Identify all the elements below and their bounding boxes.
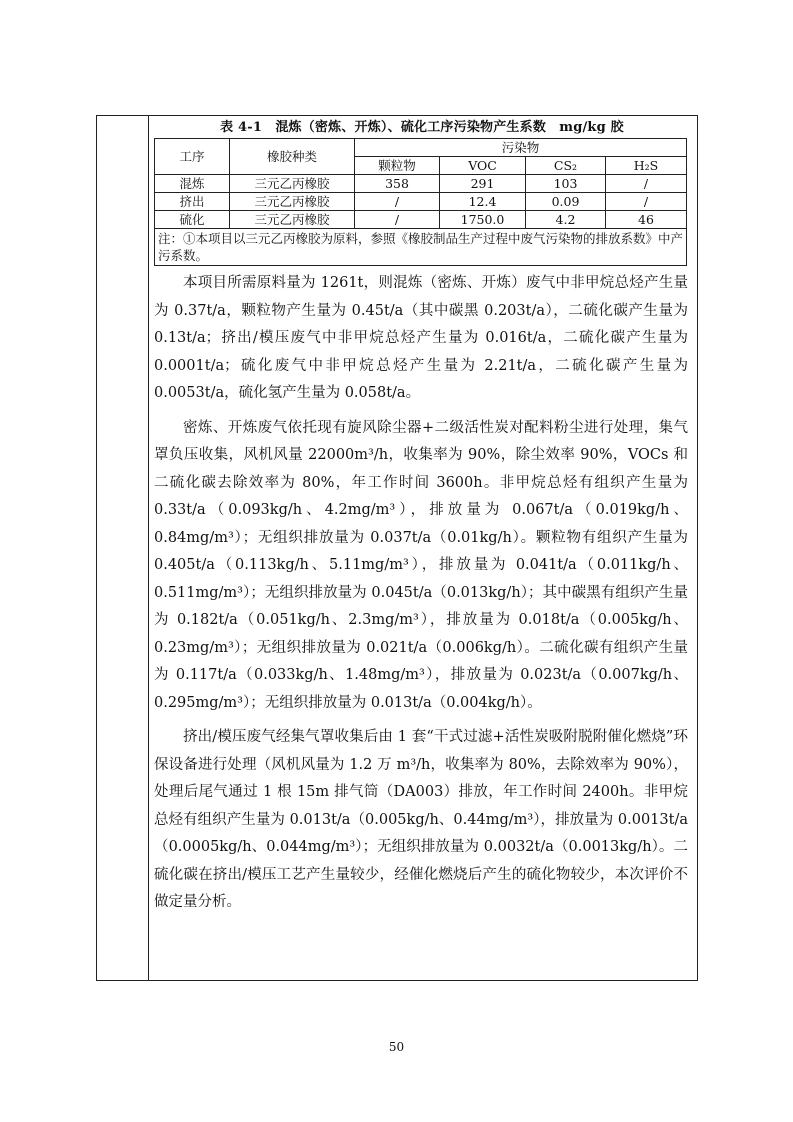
header-cs2: CS₂ (526, 157, 606, 175)
table-title: 表 4-1 混炼（密炼、开炼）、硫化工序污染物产生系数 mg/kg 胶 (220, 120, 624, 135)
header-pollutants: 污染物 (355, 139, 687, 157)
row-value: / (606, 193, 687, 211)
body-text (154, 270, 688, 917)
row-value: 291 (440, 175, 526, 193)
table-note: 注：①本项目以三元乙丙橡胶为原料，参照《橡胶制品生产过程中废气污染物的排放系数》中产污系数。 (155, 229, 687, 266)
row-value: 358 (355, 175, 440, 193)
row-value: / (606, 175, 687, 193)
table-row (155, 175, 687, 193)
header-particulate: 颗粒物 (355, 157, 440, 175)
row-rubber: 三元乙丙橡胶 (230, 175, 355, 193)
row-value: 4.2 (526, 211, 606, 229)
table-header-row (155, 139, 687, 157)
row-process: 挤出 (155, 193, 230, 211)
row-value: / (355, 193, 440, 211)
row-value: 12.4 (440, 193, 526, 211)
paragraph: 本项目所需原料量为 1261t，则混炼（密炼、开炼）废气中非甲烷总烃产生量为 0.37t/a，颗粒物产生量为 0.45t/a（其中碳黑 0.203t/a），二硫化碳产生量为 0.13t/a；挤出/模压废气中非甲烷总烃产生量为 0.016t/a，二硫化碳产生量为 0.0001t/a；硫化废气中非甲烷总烃产生量为 2.21t/a，二硫化碳产生量为 0.0053t/a，硫化氢产生量为 0.058t/a。 (154, 275, 688, 401)
content-area (154, 116, 690, 924)
header-process: 工序 (155, 139, 230, 175)
document-frame (96, 115, 698, 981)
row-process: 混炼 (155, 175, 230, 193)
paragraph: 密炼、开炼废气依托现有旋风除尘器+二级活性炭对配料粉尘进行处理，集气罩负压收集，风机风量 22000m³/h，收集率为 90%，除尘效率 90%，VOCs 和二硫化碳去除效率为 80%，年工作时间 3600h。非甲烷总烃有组织产生量为 0.33t/a（0.093kg/h、4.2mg/m³），排放量为 0.067t/a（0.019kg/h、0.84mg/m³）；无组织排放量为 0.037t/a（0.01kg/h）。颗粒物有组织产生量为 0.405t/a（0.113kg/h、5.11mg/m³），排放量为 0.041t/a（0.011kg/h、0.511mg/m³）；无组织排放量为 0.045t/a（0.013kg/h）；其中碳黑有组织产生量为 0.182t/a（0.051kg/h、2.3mg/m³），排放量为 0.018t/a（0.005kg/h、0.23mg/m³）；无组织排放量为 0.021t/a（0.006kg/h）。二硫化碳有组织产生量为 0.117t/a（0.033kg/h、1.48mg/m³），排放量为 0.023t/a（0.007kg/h、0.295mg/m³）；无组织排放量为 0.013t/a（0.004kg/h）。 (154, 419, 688, 711)
left-column (97, 116, 149, 980)
page-number: 50 (388, 1040, 405, 1054)
row-value: / (355, 211, 440, 229)
table-note-row (155, 229, 687, 266)
row-value: 0.09 (526, 193, 606, 211)
row-value: 1750.0 (440, 211, 526, 229)
table-row (155, 211, 687, 229)
row-rubber: 三元乙丙橡胶 (230, 193, 355, 211)
paragraph: 挤出/模压废气经集气罩收集后由 1 套“干式过滤+活性炭吸附脱附催化燃烧”环保设备进行处理（风机风量为 1.2 万 m³/h，收集率为 80%，去除效率为 90%），处理后尾气通过 1 根 15m 排气筒（DA003）排放，年工作时间 2400h。非甲烷总烃有组织产生量为 0.013t/a（0.005kg/h、0.44mg/m³），排放量为 0.0013t/a（0.0005kg/h、0.044mg/m³）；无组织排放量为 0.0032t/a（0.0013kg/h）。二硫化碳在挤出/模压工艺产生量较少，经催化燃烧后产生的硫化物较少，本次评价不做定量分析。 (154, 729, 688, 910)
row-value: 46 (606, 211, 687, 229)
row-process: 硫化 (155, 211, 230, 229)
header-h2s: H₂S (606, 157, 687, 175)
row-rubber: 三元乙丙橡胶 (230, 211, 355, 229)
row-value: 103 (526, 175, 606, 193)
header-rubber: 橡胶种类 (230, 139, 355, 175)
table-row (155, 193, 687, 211)
header-voc: VOC (440, 157, 526, 175)
pollutant-coefficient-table (154, 138, 687, 266)
